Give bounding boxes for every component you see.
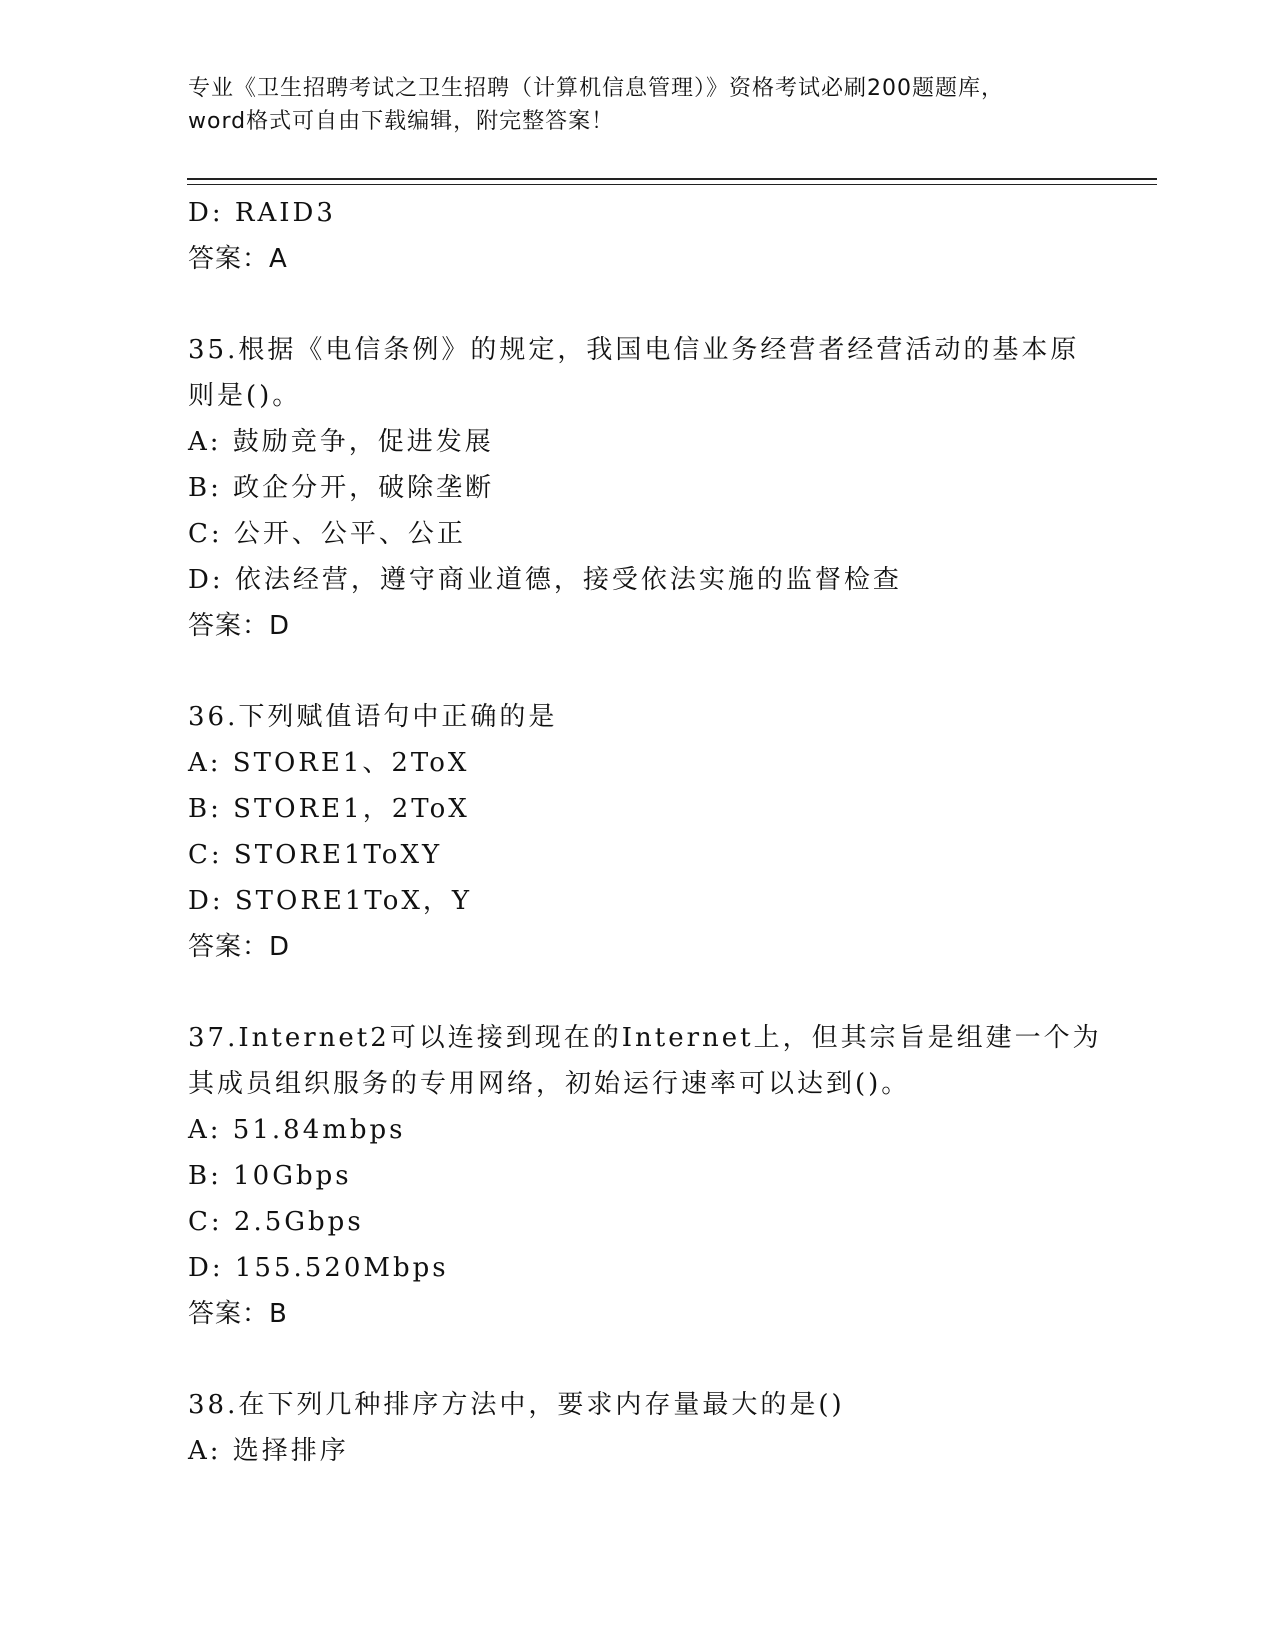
option-c: C: 公开、公平、公正 bbox=[188, 519, 466, 549]
spacer bbox=[188, 649, 1148, 694]
option-d: D: 155.520Mbps bbox=[188, 1253, 449, 1283]
answer-prev: 答案：A bbox=[188, 244, 288, 274]
option-b: B: 10Gbps bbox=[188, 1161, 352, 1191]
option-a: A: STORE1、2ToX bbox=[188, 748, 470, 778]
option-d: D: 依法经营，遵守商业道德，接受依法实施的监督检查 bbox=[188, 565, 902, 595]
option-c: C: 2.5Gbps bbox=[188, 1207, 364, 1237]
header-line-1: 专业《卫生招聘考试之卫生招聘（计算机信息管理）》资格考试必刷200题题库， bbox=[188, 76, 1004, 101]
option-c: C: STORE1ToXY bbox=[188, 840, 443, 870]
question-stem-line: 37.Internet2可以连接到现在的Internet上，但其宗旨是组建一个为 bbox=[188, 1023, 1102, 1053]
answer: 答案：D bbox=[188, 611, 291, 641]
question-content bbox=[188, 190, 1148, 1474]
option-a: A: 选择排序 bbox=[188, 1436, 349, 1466]
option-d: D: STORE1ToX，Y bbox=[188, 886, 473, 916]
question-stem-line: 则是()。 bbox=[188, 381, 302, 411]
option-b: B: 政企分开，破除垄断 bbox=[188, 473, 495, 503]
spacer bbox=[188, 970, 1148, 1015]
header-divider-thin bbox=[187, 184, 1157, 185]
question-stem-line: 36.下列赋值语句中正确的是 bbox=[188, 702, 558, 732]
option-a: A: 51.84mbps bbox=[188, 1115, 406, 1145]
document-header bbox=[188, 72, 1088, 138]
question-stem-line: 其成员组织服务的专用网络，初始运行速率可以达到()。 bbox=[188, 1069, 911, 1099]
answer: 答案：B bbox=[188, 1299, 288, 1329]
header-divider-thick bbox=[187, 178, 1157, 180]
question-35 bbox=[188, 327, 1148, 649]
spacer bbox=[188, 282, 1148, 327]
option-d-prev: D: RAID3 bbox=[188, 198, 336, 228]
question-stem-line: 35.根据《电信条例》的规定，我国电信业务经营者经营活动的基本原 bbox=[188, 335, 1080, 365]
option-b: B: STORE1，2ToX bbox=[188, 794, 470, 824]
header-line-2: word格式可自由下载编辑，附完整答案！ bbox=[188, 109, 615, 134]
question-38 bbox=[188, 1382, 1148, 1474]
spacer bbox=[188, 1337, 1148, 1382]
answer: 答案：D bbox=[188, 932, 291, 962]
question-36 bbox=[188, 694, 1148, 970]
question-stem-line: 38.在下列几种排序方法中，要求内存量最大的是() bbox=[188, 1390, 845, 1420]
option-a: A: 鼓励竞争，促进发展 bbox=[188, 427, 494, 457]
question-37 bbox=[188, 1015, 1148, 1337]
